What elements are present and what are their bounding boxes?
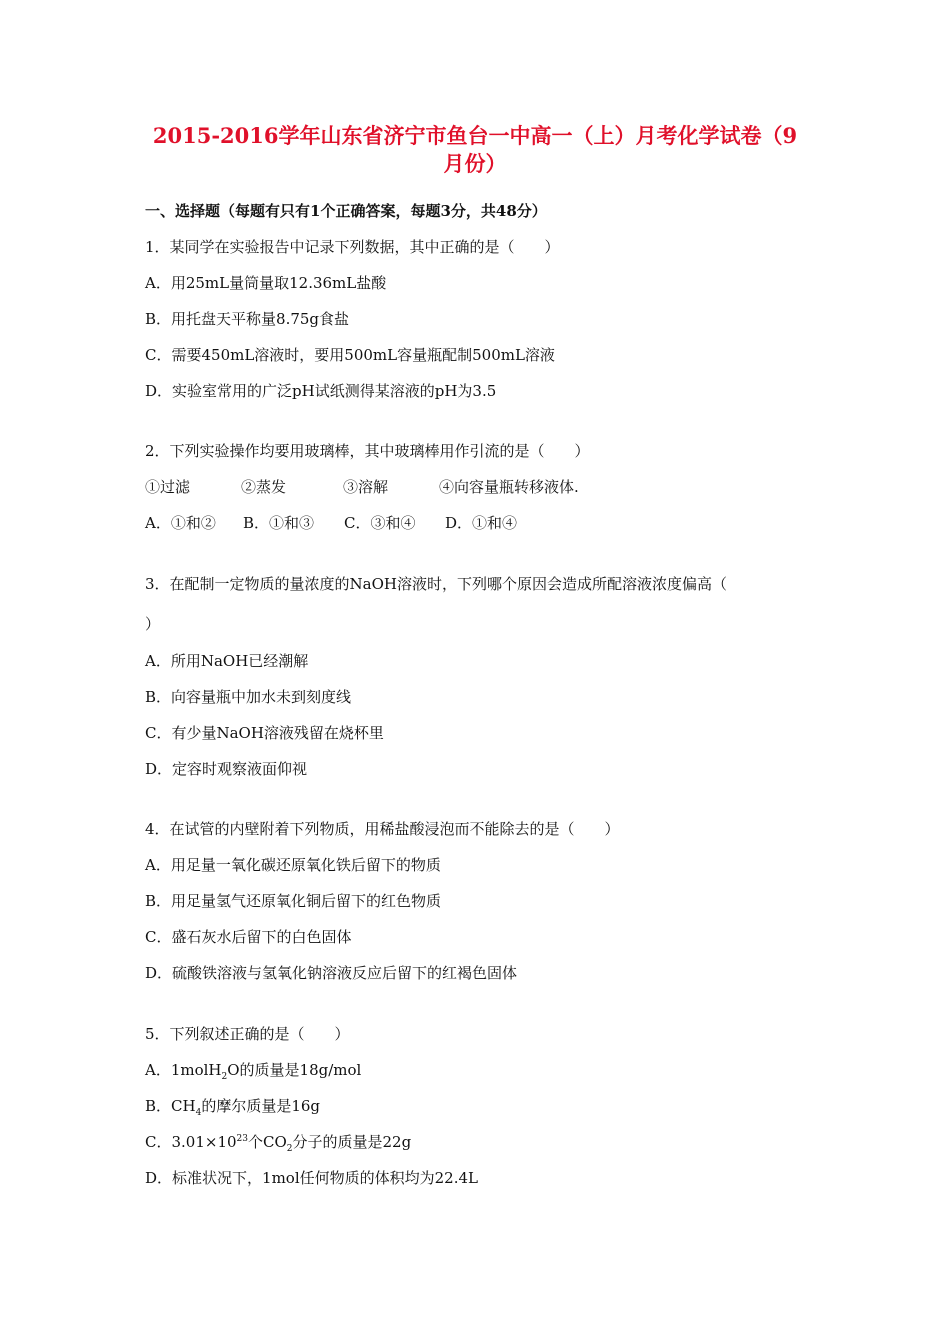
- question-3-option-a: A．所用NaOH已经潮解: [145, 652, 309, 670]
- question-4-option-d: D．硫酸铁溶液与氢氧化钠溶液反应后留下的红褐色固体: [145, 964, 518, 982]
- question-1-option-a: A．用25mL量筒量取12.36mL盐酸: [145, 274, 387, 292]
- question-2-item-1: ①过滤: [145, 478, 191, 496]
- question-2-option-b: B．①和③: [243, 514, 315, 532]
- question-4-option-c: C．盛石灰水后留下的白色固体: [145, 928, 352, 946]
- question-3-stem: 3．在配制一定物质的量浓度的NaOH溶液时，下列哪个原因会造成所配溶液浓度偏高（: [145, 575, 727, 593]
- question-5-option-b-text: B．CH: [145, 1097, 196, 1115]
- question-1-option-c: C．需要450mL溶液时，要用500mL容量瓶配制500mL溶液: [145, 346, 555, 364]
- question-3-option-c: C．有少量NaOH溶液残留在烧杯里: [145, 724, 384, 742]
- question-2-option-a: A．①和②: [145, 514, 216, 532]
- question-5-option-a-text-end: O的质量是18g/mol: [227, 1061, 362, 1079]
- exam-title: [120, 122, 830, 178]
- question-2-option-c: C．③和④: [344, 514, 416, 532]
- superscript: 23: [236, 1134, 248, 1144]
- question-5-option-c: [145, 1131, 411, 1153]
- question-5-option-a-text: A．1molH: [145, 1061, 222, 1079]
- question-2-item-4: ④向容量瓶转移液体.: [439, 478, 579, 496]
- subscript: 2: [286, 1144, 293, 1154]
- question-5-option-c-text-end: 分子的质量是22g: [292, 1133, 412, 1151]
- question-5-option-a: [145, 1059, 361, 1081]
- question-2-option-d: D．①和④: [445, 514, 518, 532]
- question-2-item-2: ②蒸发: [241, 478, 287, 496]
- question-1-stem: 1．某同学在实验报告中记录下列数据，其中正确的是（ ）: [145, 238, 560, 256]
- question-4-stem: 4．在试管的内壁附着下列物质，用稀盐酸浸泡而不能除去的是（ ）: [145, 820, 620, 838]
- question-5-stem: 5．下列叙述正确的是（ ）: [145, 1025, 350, 1043]
- question-3-stem-continued: ）: [145, 615, 161, 633]
- question-5-option-d: D．标准状况下，1mol任何物质的体积均为22.4L: [145, 1169, 478, 1187]
- question-1-option-b: B．用托盘天平称量8.75g食盐: [145, 310, 350, 328]
- question-5-option-b: [145, 1095, 320, 1117]
- question-4-option-b: B．用足量氢气还原氧化铜后留下的红色物质: [145, 892, 442, 910]
- title-line-1: 2015-2016学年山东省济宁市鱼台一中高一（上）月考化学试卷（9: [152, 123, 798, 148]
- question-1-option-d: D．实验室常用的广泛pH试纸测得某溶液的pH为3.5: [145, 382, 497, 400]
- question-2-item-3: ③溶解: [343, 478, 389, 496]
- section-heading: 一、选择题（每题有只有1个正确答案，每题3分，共48分）: [145, 202, 547, 220]
- question-5-option-b-text-end: 的摩尔质量是16g: [201, 1097, 321, 1115]
- question-5-option-c-text: C．3.01×10: [145, 1133, 237, 1151]
- question-2-stem: 2．下列实验操作均要用玻璃棒，其中玻璃棒用作引流的是（ ）: [145, 442, 590, 460]
- question-4-option-a: A．用足量一氧化碳还原氧化铁后留下的物质: [145, 856, 441, 874]
- question-3-option-b: B．向容量瓶中加水未到刻度线: [145, 688, 352, 706]
- question-3-option-d: D．定容时观察液面仰视: [145, 760, 308, 778]
- question-2-items: [145, 476, 579, 498]
- question-5-option-c-text-mid: 个CO: [247, 1133, 287, 1151]
- question-2-options: [145, 512, 517, 534]
- title-line-2: 月份）: [443, 151, 507, 176]
- subscript: 4: [195, 1108, 202, 1118]
- subscript: 2: [221, 1072, 228, 1082]
